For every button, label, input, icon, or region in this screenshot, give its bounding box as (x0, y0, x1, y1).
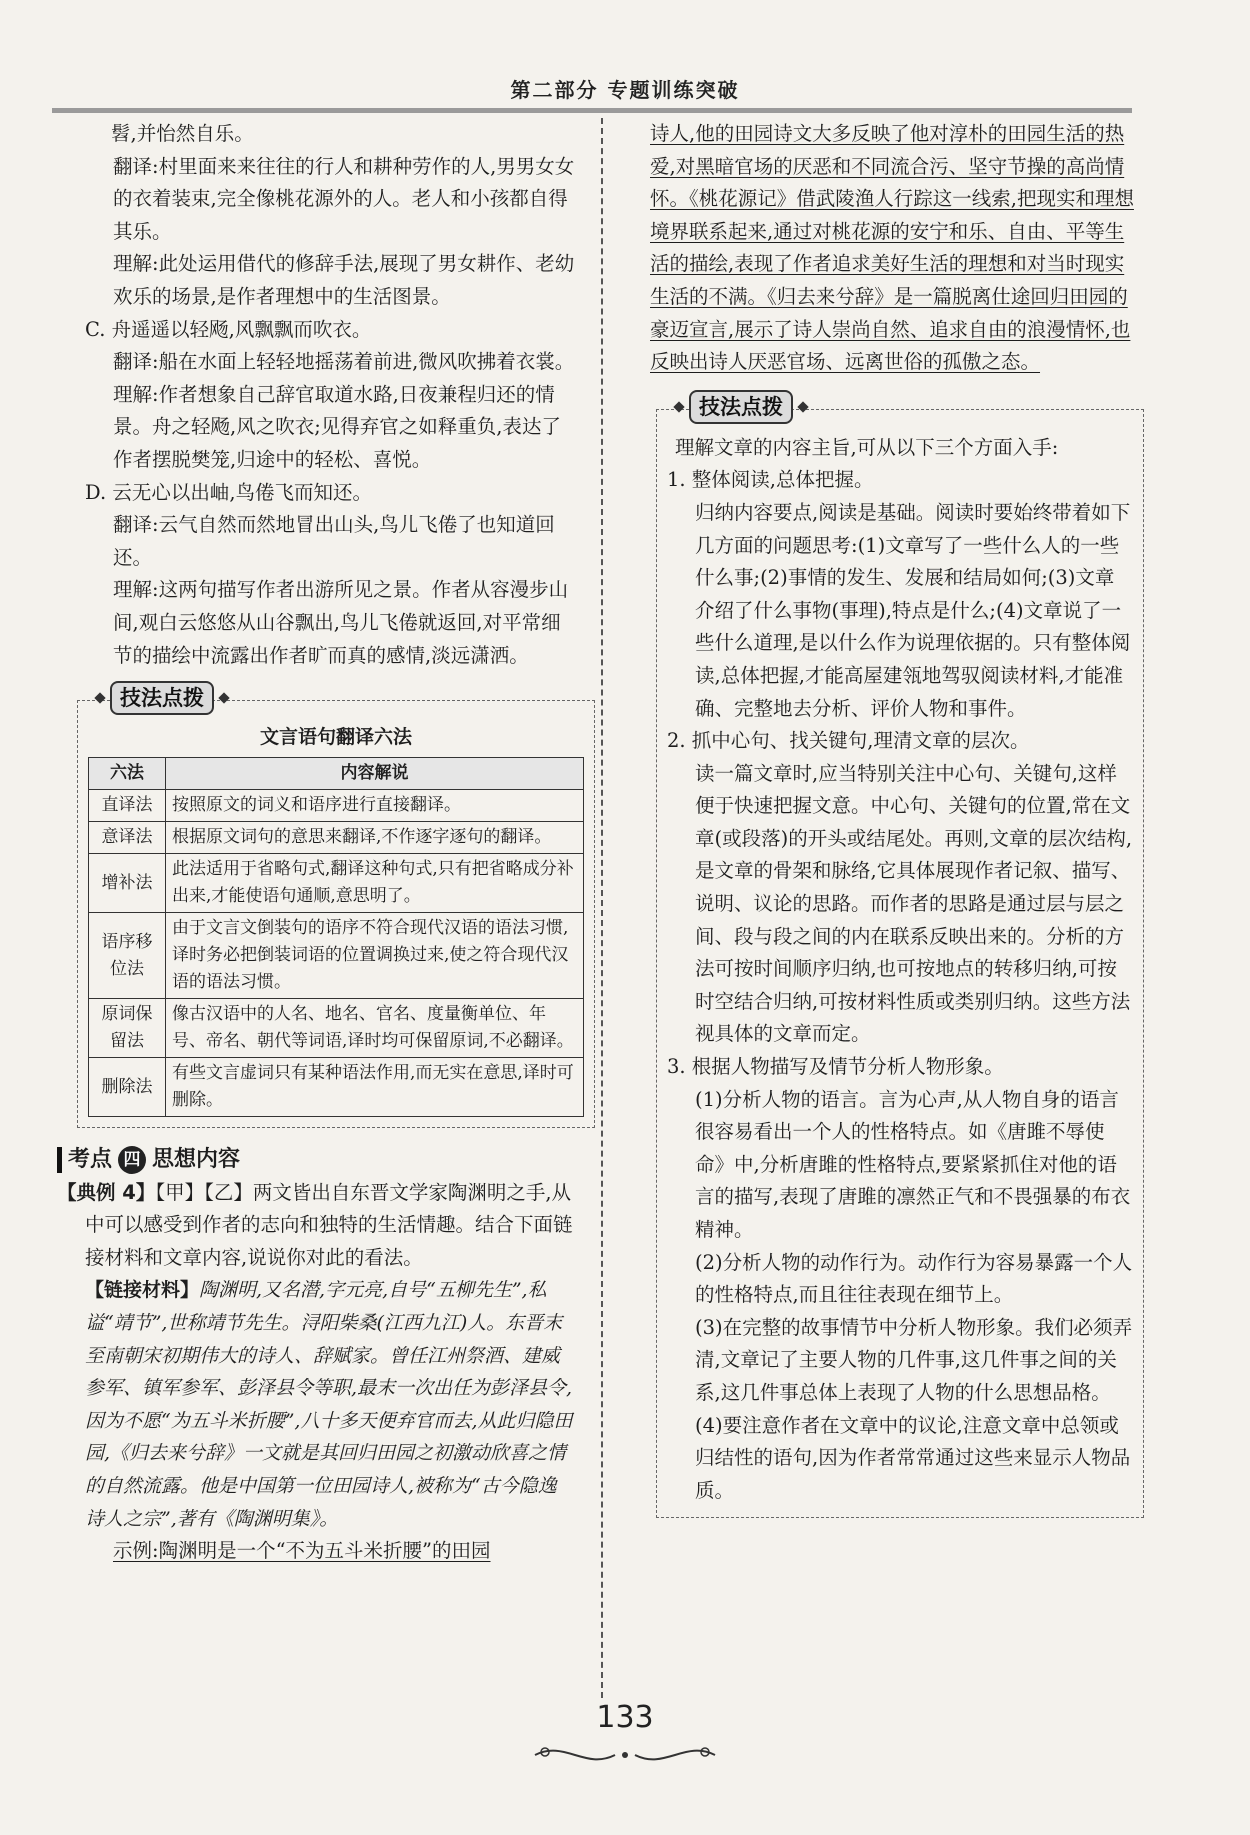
tip-label-text: 技法点拨 (689, 390, 793, 424)
method-cell: 直译法 (89, 790, 166, 822)
table-title: 文言语句翻译六法 (259, 726, 412, 749)
method-cell: 删除法 (89, 1058, 166, 1117)
method-cell: 语序移位法 (89, 913, 166, 999)
page-number: 133 (596, 1700, 654, 1735)
example-question (57, 1177, 575, 1275)
tip-label (96, 681, 228, 715)
desc-cell: 由于文言文倒装句的语序不符合现代汉语的语法习惯,译时务必把倒装词语的位置调换过来,使之符合现代汉语的语法习惯。 (166, 913, 584, 999)
tip-label (675, 390, 807, 424)
diamond-icon (797, 401, 808, 412)
table-header: 内容解说 (166, 758, 584, 790)
translation-tip-box (77, 686, 595, 1128)
tip-item-body: (1)分析人物的语言。言为心声,从人物自身的语言很容易看出一个人的性格特点。如《唐雎不辱使命》中,分析唐雎的性格特点,要紧紧抓住对他的语言的描写,表现了唐雎的凛然正气和不畏强暴的布衣精神。 (695, 1087, 1131, 1241)
sample-answer: 示例:陶渊明是一个“不为五斗米折腰”的田园 (113, 1539, 491, 1563)
text-line: 理解:这两句描写作者出游所见之景。作者从容漫步山间,观白云悠悠从山谷飘出,鸟儿飞倦就返回,对平常细节的描绘中流露出作者旷而真的感情,淡远潇洒。 (113, 578, 569, 667)
method-cell: 意译法 (89, 822, 166, 854)
table-row (89, 999, 584, 1058)
table-header: 六法 (89, 758, 166, 790)
table-row (89, 1058, 584, 1117)
text-line: 翻译:云气自然而然地冒出山头,鸟儿飞倦了也知道回还。 (113, 513, 555, 569)
desc-cell: 根据原文词句的意思来翻译,不作逐字逐句的翻译。 (166, 822, 584, 854)
tip-item-title: 2. 抓中心句、找关键句,理清文章的层次。 (667, 729, 1030, 753)
tip-item-body: (3)在完整的故事情节中分析人物形象。我们必须弄清,文章记了主要人物的几件事,这几件事之间的关系,这几件事总体上表现了人物的什么思想品格。 (695, 1315, 1133, 1404)
option-d: D. 云无心以出岫,鸟倦飞而知还。 (85, 480, 373, 504)
kaodian-number: 四 (118, 1146, 146, 1174)
column-divider (601, 118, 603, 1698)
right-column (650, 118, 1138, 1518)
link-material (85, 1274, 575, 1535)
tip-item-body: 归纳内容要点,阅读是基础。阅读时要始终带着如下几方面的问题思考:(1)文章写了一些什么人的一些什么事;(2)事情的发生、发展和结局如何;(3)文章介绍了什么事物(事理),特点是什么;(4)文章说了一些什么道理,是以什么作为说理依据的。只有整体阅读,总体把握,才能高屋建瓴地驾驭阅读材料,才能准确、完整地去分析、评价人物和事件。 (695, 500, 1131, 720)
method-cell: 增补法 (89, 854, 166, 913)
page-header (0, 70, 1250, 110)
kaodian-title: 思想内容 (152, 1147, 241, 1173)
desc-cell: 有些文言虚词只有某种语法作用,而无实在意思,译时可删除。 (166, 1058, 584, 1117)
page-ornament-icon (525, 1740, 725, 1770)
desc-cell: 像古汉语中的人名、地名、官名、度量衡单位、年号、帝名、朝代等词语,译时均可保留原词,不必翻译。 (166, 999, 584, 1058)
tip-item-body: 读一篇文章时,应当特别关注中心句、关键句,这样便于快速把握文意。中心句、关键句的位置,常在文章(或段落)的开头或结尾处。再则,文章的层次结构,是文章的骨架和脉络,它具体展现作者记叙、描写、说明、议论的思路。而作者的思路是通过层与层之间、段与段之间的内在联系反映出来的。分析的方法可按时间顺序归纳,也可按地点的转移归纳,可按时空结合归纳,可按材料性质或类别归纳。这些方法视具体的文章而定。 (695, 761, 1133, 1046)
table-row (89, 822, 584, 854)
theme-tip-box (656, 394, 1144, 1519)
heading-bar (57, 1147, 62, 1173)
diamond-icon (94, 692, 105, 703)
link-tag: 【链接材料】 (85, 1279, 200, 1302)
table-row (89, 854, 584, 913)
example-text: 【甲】【乙】两文皆出自东晋文学家陶渊明之手,从中可以感受到作者的志向和独特的生活情趣。结合下面链接材料和文章内容,说说你对此的看法。 (85, 1180, 573, 1269)
text-line: 髫,并怡然自乐。 (111, 122, 254, 145)
desc-cell: 按照原文的词义和语序进行直接翻译。 (166, 790, 584, 822)
translation-methods-table (88, 757, 584, 1117)
text-line: 理解:此处运用借代的修辞手法,展现了男女耕作、老幼欢乐的场景,是作者理想中的生活图景。 (113, 252, 575, 308)
text-line: 翻译:村里面来来往往的行人和耕种劳作的人,男男女女的衣着装束,完全像桃花源外的人。老人和小孩都自得其乐。 (113, 154, 575, 243)
tip-intro: 理解文章的内容主旨,可从以下三个方面入手: (675, 435, 1059, 459)
option-c: C. 舟遥遥以轻飏,风飘飘而吹衣。 (85, 317, 372, 341)
desc-cell: 此法适用于省略句式,翻译这种句式,只有把省略成分补出来,才能使语句通顺,意思明了。 (166, 854, 584, 913)
header-rule (52, 108, 1132, 113)
tip-label-text: 技法点拨 (110, 681, 214, 715)
sample-answer-cont: 诗人,他的田园诗文大多反映了他对淳朴的田园生活的热爱,对黑暗官场的厌恶和不同流合污、坚守节操的高尚情怀。《桃花源记》借武陵渔人行踪这一线索,把现实和理想境界联系起来,通过对桃花源的安宁和乐、自由、平等生活的描绘,表现了作者追求美好生活的理想和对当时现实生活的不满。《归去来兮辞》是一篇脱离仕途回归田园的豪迈宣言,展示了诗人崇尚自然、追求自由的浪漫情怀,也反映出诗人厌恶官场、远离世俗的孤傲之态。 (650, 122, 1134, 374)
diamond-icon (218, 692, 229, 703)
tip-item-body: (2)分析人物的动作行为。动作行为容易暴露一个人的性格特点,而且往往表现在细节上。 (695, 1250, 1133, 1307)
method-cell: 原词保留法 (89, 999, 166, 1058)
text-line: 翻译:船在水面上轻轻地摇荡着前进,微风吹拂着衣裳。 (113, 350, 575, 374)
table-row (89, 790, 584, 822)
header-title: 第二部分 专题训练突破 (510, 78, 740, 102)
diamond-icon (673, 401, 684, 412)
section-heading (57, 1144, 575, 1177)
tip-item-body: (4)要注意作者在文章中的议论,注意文章中总领或归结性的语句,因为作者常常通过这些来显示人物品质。 (695, 1413, 1131, 1502)
left-column (57, 118, 575, 1568)
table-row (89, 913, 584, 999)
kaodian-label: 考点 (68, 1147, 113, 1173)
example-tag: 【典例 4】 (57, 1180, 156, 1204)
link-text: 陶渊明,又名潜,字元亮,自号“五柳先生”,私谥“靖节”,世称靖节先生。浔阳柴桑(江西九江)人。东晋末至南朝宋初期伟大的诗人、辞赋家。曾任江州祭酒、建威参军、镇军参军、彭泽县令等职,最末一次出任为彭泽县令,因为不愿“为五斗米折腰”,八十多天便弃官而去,从此归隐田园,《归去来兮辞》一文就是其回归田园之初激动欣喜之情的自然流露。他是中国第一位田园诗人,被称为“古今隐逸诗人之宗”,著有《陶渊明集》。 (85, 1279, 573, 1530)
tip-item-title: 1. 整体阅读,总体把握。 (667, 468, 874, 492)
text-line: 理解:作者想象自己辞官取道水路,日夜兼程归还的情景。舟之轻飏,风之吹衣;见得弃官之如释重负,表达了作者摆脱樊笼,归途中的轻松、喜悦。 (113, 382, 561, 471)
tip-item-title: 3. 根据人物描写及情节分析人物形象。 (667, 1055, 1004, 1079)
